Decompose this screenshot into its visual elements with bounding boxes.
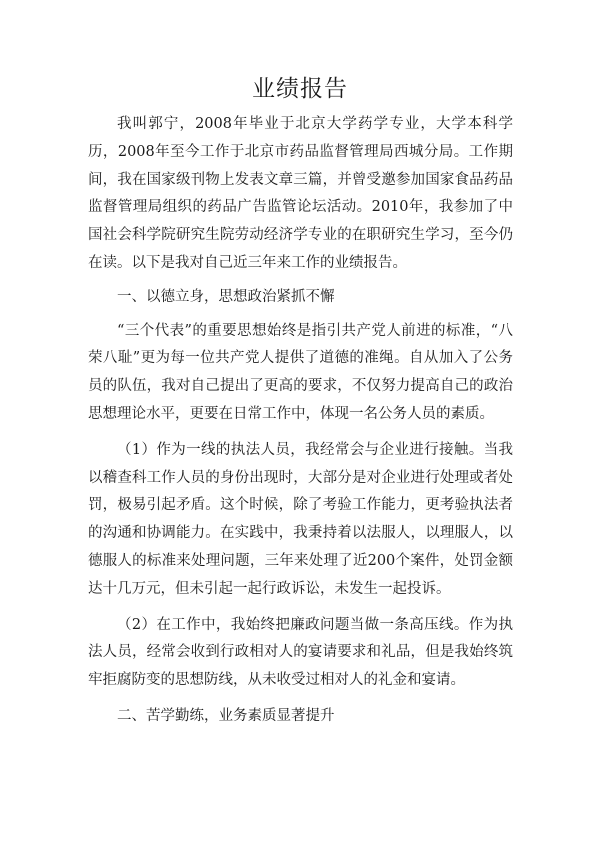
section-1-heading: 一、以德立身，思想政治紧抓不懈 (117, 288, 335, 305)
document-title: 业绩报告 (252, 76, 348, 102)
item-2-paragraph: （2）在工作中，我始终把廉政问题当做一条高压线。作为执法人员，经常会收到行政相对人的宴请要求和礼品，但是我始终筑牢拒腐防变的思想防线，从未收受过相对人的礼金和宴请。 (88, 616, 513, 689)
intro-paragraph: 我叫郭宁，2008年毕业于北京大学药学专业，大学本科学历，2008年至今工作于北京市药品监督管理局西城分局。工作期间，我在国家级刊物上发表文章三篇，并曾受邀参加国家食品药品监督管理局组织的药品广告监管论坛活动。2010年，我参加了中国社会科学院研究生院劳动经济学专业的在职研究生学习，至今仍在读。以下是我对自己近三年来工作的业绩报告。 (88, 116, 513, 271)
item-1-paragraph: （1）作为一线的执法人员，我经常会与企业进行接触。当我以稽查科工作人员的身份出现时，大部分是对企业进行处理或者处罚，极易引起矛盾。这个时候，除了考验工作能力，更考验执法者的沟通和协调能力。在实践中，我秉持着以法服人，以理服人，以德服人的标准来处理问题，三年来处理了近200个案件，处罚金额达十几万元，但未引起一起行政诉讼，未发生一起投诉。 (88, 441, 513, 597)
section-2-heading: 二、苦学勤练，业务素质显著提升 (117, 707, 335, 724)
document-body (88, 111, 513, 731)
section-1-paragraph: “三个代表”的重要思想始终是指引共产党人前进的标准，“八荣八耻”更为每一位共产党人提供了道德的准绳。自从加入了公务员的队伍，我对自己提出了更高的要求，不仅努力提高自己的政治思想理论水平，更要在日常工作中，体现一名公务人员的素质。 (88, 322, 513, 422)
